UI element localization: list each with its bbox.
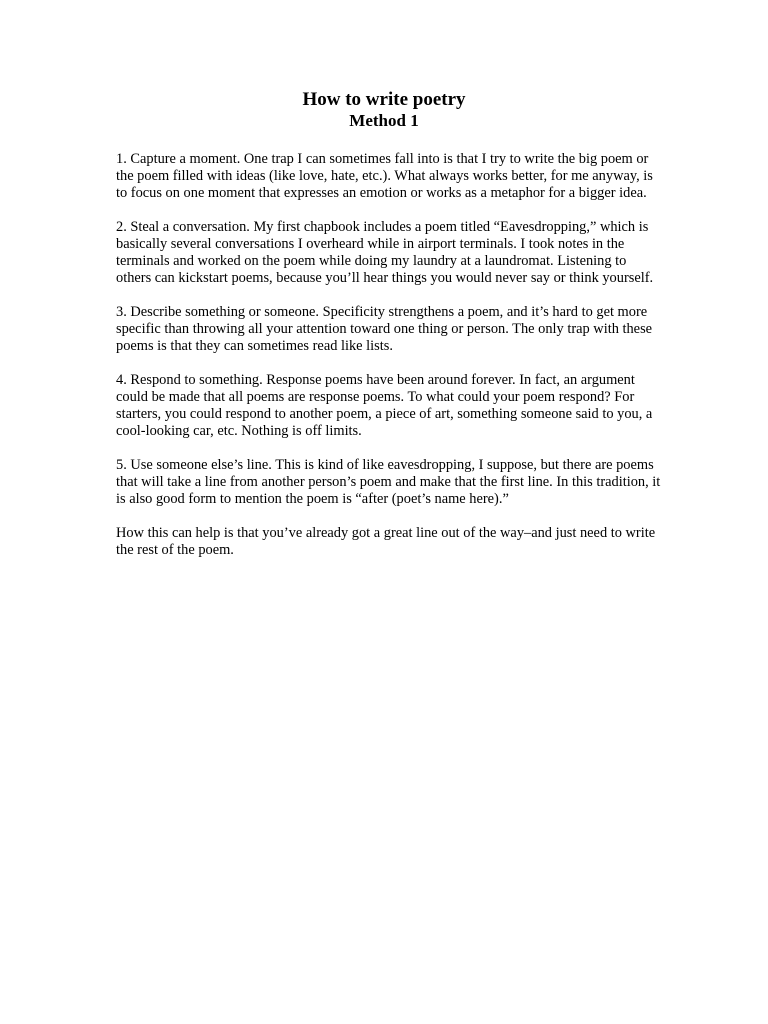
title-block [0,89,768,131]
document-subtitle: Method 1 [349,111,419,130]
document-body [116,151,661,576]
document-title: How to write poetry [302,89,466,110]
paragraph-use-someone-elses-line: 5. Use someone else’s line. This is kind of like eavesdropping, I suppose, but there are poems that will take a line from another person’s poem and make that the first line. In this tradition, it is also good form to mention the poem is “after (poet’s name here).” [116,457,661,507]
paragraph-capture-moment: 1. Capture a moment. One trap I can sometimes fall into is that I try to write the big poem or the poem filled with ideas (like love, hate, etc.). What always works better, for me anyway, is to focus on one moment that expresses an emotion or works as a metaphor for a bigger idea. [116,151,653,201]
paragraph-steal-conversation: 2. Steal a conversation. My first chapbook includes a poem titled “Eavesdropping,” which is basically several conversations I overheard while in airport terminals. I took notes in the terminals and worked on the poem while doing my laundry at a laundromat. Listening to others can kickstart poems, because you’ll hear things you would never say or think yourself. [116,219,654,286]
paragraph-how-this-helps: How this can help is that you’ve already got a great line out of the way–and just need to write the rest of the poem. [116,525,656,558]
paragraph-describe-something: 3. Describe something or someone. Specificity strengthens a poem, and it’s hard to get more specific than throwing all your attention toward one thing or person. The only trap with these poems is that they can sometimes read like lists. [116,304,653,354]
paragraph-respond-to-something: 4. Respond to something. Response poems have been around forever. In fact, an argument could be made that all poems are response poems. To what could your poem respond? For starters, you could respond to another poem, a piece of art, something someone said to you, a cool-looking car, etc. Nothing is off limits. [116,372,653,439]
